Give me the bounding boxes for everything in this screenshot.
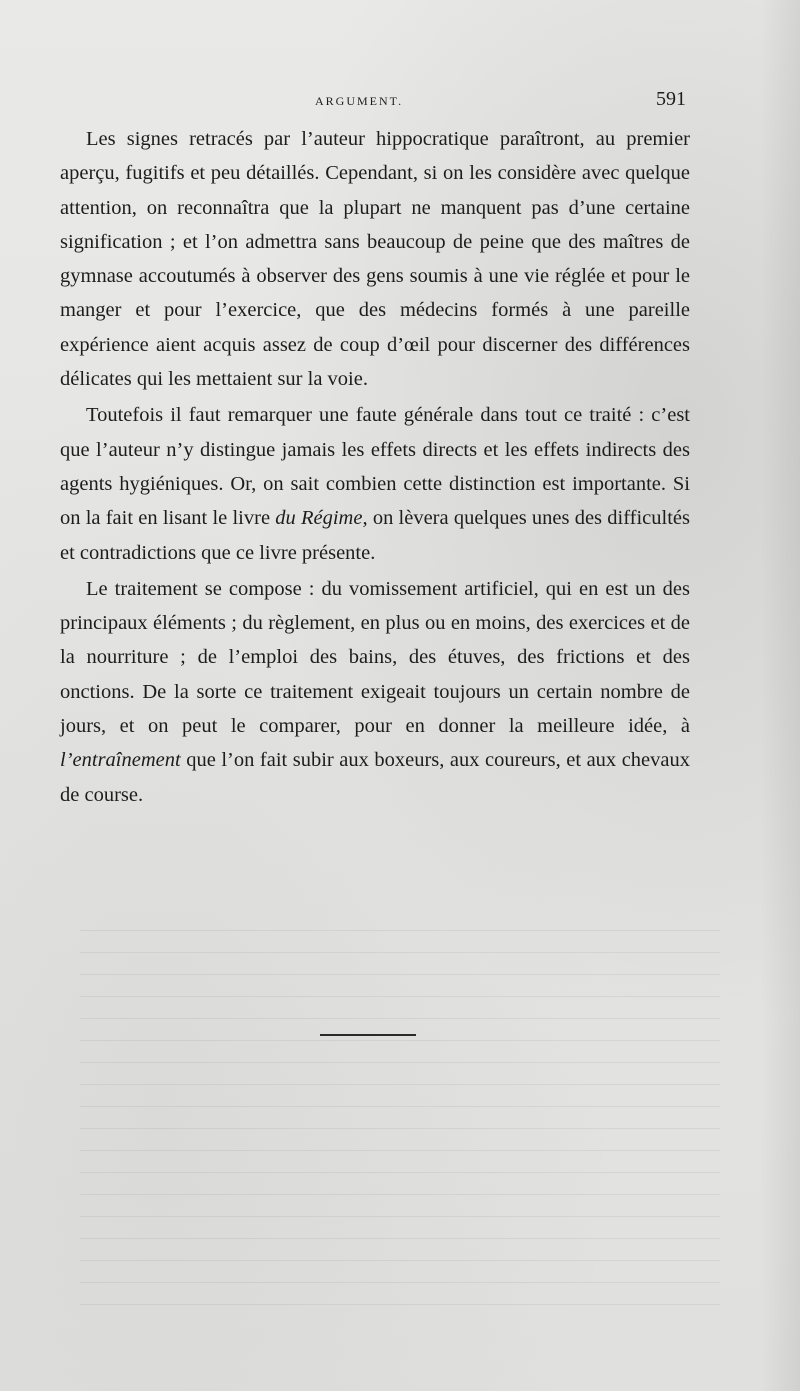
show-through-text <box>80 930 720 1310</box>
section-end-rule <box>320 1034 416 1036</box>
paragraph-3 <box>60 572 690 812</box>
book-title-du-regime: du Régime, <box>275 507 368 530</box>
term-entrainement: l’entraînement <box>60 749 181 772</box>
running-head: ARGUMENT. <box>315 94 404 108</box>
page-header <box>60 88 690 114</box>
paragraph-2 <box>60 398 690 569</box>
body-text <box>60 122 690 814</box>
paragraph-3-text-b: que l’on fait subir aux boxeurs, aux coureurs, et aux chevaux de course. <box>60 749 690 806</box>
page-number: 591 <box>656 88 686 110</box>
paragraph-3-text-a: Le traitement se compose : du vomissement artificiel, qui en est un des principaux éléments ; du règlement, en plus ou en moins, des exercices et de la nourriture ; de l’emploi des bains, des étuves, des frictions et des onctions. De la sorte ce traitement exigeait toujours un certain nombre de jours, et on peut le comparer, pour en donner la meilleure idée, à <box>60 577 690 738</box>
paragraph-2-text-b: on lèvera quelques unes des difficultés et contradictions que ce livre présente. <box>60 507 690 564</box>
paragraph-1: Les signes retracés par l’auteur hippocratique paraîtront, au premier aperçu, fugitifs et peu détaillés. Cependant, si on les considère avec quelque attention, on reconnaîtra que la plupart ne manquent pas d’une certaine signification ; et l’on admettra sans beaucoup de peine que des maîtres de gymnase accoutumés à observer des gens soumis à une vie réglée et pour le manger et pour l’exercice, que des médecins formés à une pareille expérience aient acquis assez de coup d’œil pour discerner des différences délicates qui les mettaient sur la voie. <box>60 128 690 391</box>
paragraph-2-text-a: Toutefois il faut remarquer une faute générale dans tout ce traité : c’est que l’auteur n’y distingue jamais les effets directs et les effets indirects des agents hygiéniques. Or, on sait combien cette distinction est importante. Si on la fait en lisant le livre <box>60 404 690 530</box>
page-edge-shadow <box>760 0 800 1391</box>
